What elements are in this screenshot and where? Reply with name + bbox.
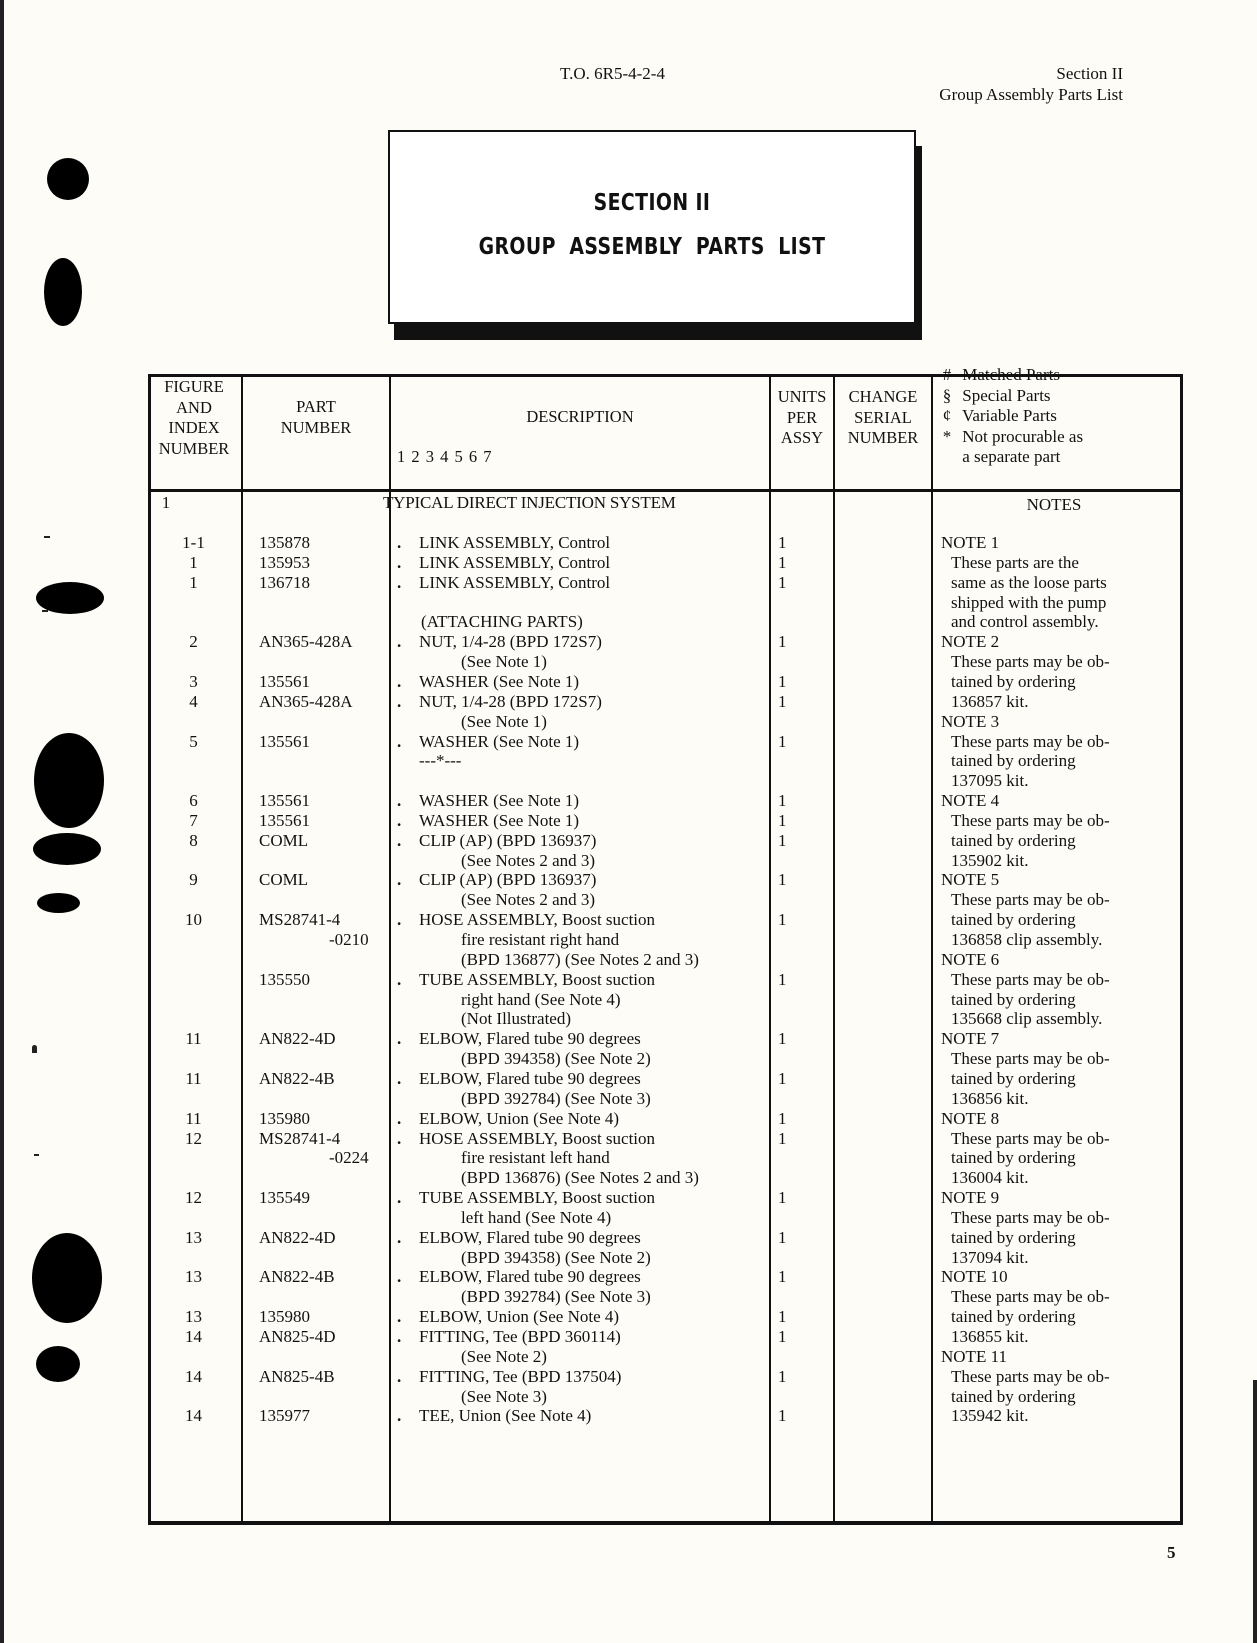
units-per-assy: 1 bbox=[778, 691, 787, 711]
note-title: NOTE 1 bbox=[941, 533, 1000, 552]
figure-index-number: 8 bbox=[189, 830, 198, 850]
note-text: 136858 clip assembly. bbox=[951, 930, 1103, 949]
note-text: 135942 kit. bbox=[951, 1406, 1029, 1426]
part-description bbox=[397, 910, 655, 931]
part-number: AN825-4B bbox=[259, 1366, 335, 1386]
binder-hole-2 bbox=[44, 258, 82, 326]
part-number: 135977 bbox=[259, 1406, 310, 1426]
column-divider bbox=[833, 377, 835, 1521]
col-header-units: UNITS PER ASSY bbox=[777, 387, 827, 447]
figure-index-number: 12 bbox=[185, 1188, 202, 1208]
part-description bbox=[397, 692, 602, 713]
indent-dot: . bbox=[397, 572, 402, 592]
part-description bbox=[397, 1267, 641, 1288]
note-text: tained by ordering bbox=[951, 1386, 1076, 1406]
figure-index-number: 9 bbox=[189, 870, 198, 890]
part-description bbox=[397, 831, 596, 852]
assembly-figure-number: 1 bbox=[161, 493, 171, 512]
part-number: AN365-428A bbox=[259, 691, 353, 711]
legend-item: a separate part bbox=[962, 447, 1061, 466]
part-number: MS28741-4 bbox=[259, 1128, 341, 1148]
description-continued: (BPD 394358) (See Note 2) bbox=[461, 1049, 651, 1069]
units-per-assy: 1 bbox=[778, 1406, 787, 1426]
units-per-assy: 1 bbox=[778, 552, 787, 572]
indent-dot: . bbox=[397, 533, 402, 552]
figure-index-number: 1-1 bbox=[182, 533, 205, 552]
indent-dot: . bbox=[397, 1227, 402, 1247]
description-continued: (See Notes 2 and 3) bbox=[461, 890, 596, 910]
description-text: HOSE ASSEMBLY, Boost suction bbox=[419, 910, 656, 930]
units-per-assy: 1 bbox=[778, 969, 787, 989]
part-description bbox=[397, 1228, 641, 1249]
figure-index-number: 14 bbox=[185, 1406, 202, 1426]
description-text: FITTING, Tee (BPD 137504) bbox=[419, 1366, 622, 1386]
units-per-assy: 1 bbox=[778, 910, 787, 930]
indent-dot: . bbox=[397, 1406, 402, 1426]
note-title: NOTE 3 bbox=[941, 711, 1000, 731]
note-title: NOTE 9 bbox=[941, 1188, 1000, 1208]
note-text: 136857 kit. bbox=[951, 691, 1029, 711]
note-text: tained by ordering bbox=[951, 1227, 1076, 1247]
figure-index-number: 2 bbox=[189, 632, 198, 652]
part-description bbox=[397, 732, 579, 753]
description-text: NUT, 1/4-28 (BPD 172S7) bbox=[419, 691, 602, 711]
note-text: and control assembly. bbox=[951, 612, 1099, 632]
indent-dot: . bbox=[397, 632, 402, 652]
description-continued: (Not Illustrated) bbox=[461, 1009, 571, 1029]
figure-index-number: 11 bbox=[185, 1068, 202, 1088]
units-per-assy: 1 bbox=[778, 572, 787, 592]
note-text: These parts may be ob- bbox=[951, 652, 1110, 672]
column-divider bbox=[769, 377, 771, 1521]
note-title: NOTE 7 bbox=[941, 1029, 1000, 1049]
description-text: LINK ASSEMBLY, Control bbox=[419, 533, 611, 552]
notes-heading: NOTES bbox=[1026, 495, 1082, 514]
legend-item: * Not procurable as bbox=[942, 426, 1084, 446]
part-description bbox=[397, 1188, 655, 1209]
figure-index-number: 3 bbox=[189, 671, 198, 691]
part-description bbox=[397, 1307, 619, 1328]
part-number: AN822-4B bbox=[259, 1267, 335, 1287]
part-description bbox=[397, 533, 610, 554]
column-divider bbox=[931, 377, 933, 1521]
note-text: 136855 kit. bbox=[951, 1327, 1029, 1346]
figure-index-number: 11 bbox=[185, 1029, 202, 1049]
part-number: 135878 bbox=[259, 533, 310, 552]
description-text: CLIP (AP) (BPD 136937) bbox=[419, 870, 597, 890]
description-continued: (See Note 1) bbox=[461, 711, 547, 731]
indent-level-scale: 1 2 3 4 5 6 7 bbox=[397, 447, 492, 466]
margin-mark bbox=[42, 610, 48, 612]
description-text: WASHER (See Note 1) bbox=[419, 791, 580, 811]
description-text: TUBE ASSEMBLY, Boost suction bbox=[419, 969, 656, 989]
units-per-assy: 1 bbox=[778, 533, 787, 552]
part-number: COML bbox=[259, 830, 309, 850]
description-text: LINK ASSEMBLY, Control bbox=[419, 572, 611, 592]
page-edge-left bbox=[0, 0, 4, 1643]
indent-dot: . bbox=[397, 870, 402, 890]
note-text: 135902 kit. bbox=[951, 850, 1029, 870]
doc-number: T.O. 6R5-4-2-4 bbox=[560, 64, 665, 83]
figure-index-number: 11 bbox=[185, 1108, 202, 1128]
margin-mark bbox=[32, 1045, 37, 1053]
note-text: tained by ordering bbox=[951, 1068, 1076, 1088]
part-number: AN825-4D bbox=[259, 1327, 336, 1346]
indent-dot: . bbox=[397, 1366, 402, 1386]
note-text: tained by ordering bbox=[951, 751, 1076, 771]
note-title: NOTE 2 bbox=[941, 632, 1000, 652]
col-header-part-number: PART NUMBER bbox=[280, 397, 352, 437]
note-title: NOTE 4 bbox=[941, 791, 1000, 811]
description-continued: (BPD 392784) (See Note 3) bbox=[461, 1287, 651, 1307]
note-title: NOTE 10 bbox=[941, 1267, 1008, 1287]
note-text: tained by ordering bbox=[951, 830, 1076, 850]
part-description bbox=[397, 1406, 591, 1427]
part-number: AN822-4D bbox=[259, 1029, 336, 1049]
part-description bbox=[397, 970, 655, 991]
description-text: LINK ASSEMBLY, Control bbox=[419, 552, 611, 572]
note-text: 136856 kit. bbox=[951, 1088, 1029, 1108]
section-title: Group Assembly Parts List bbox=[939, 85, 1123, 104]
note-text: tained by ordering bbox=[951, 1148, 1076, 1168]
figure-index-number: 13 bbox=[185, 1307, 202, 1327]
note-text: These parts may be ob- bbox=[951, 1128, 1110, 1148]
description-text: WASHER (See Note 1) bbox=[419, 671, 580, 691]
section-subheading: GROUP ASSEMBLY PARTS LIST bbox=[478, 234, 826, 260]
part-number: AN822-4D bbox=[259, 1227, 336, 1247]
note-text: tained by ordering bbox=[951, 671, 1076, 691]
running-header bbox=[939, 63, 1123, 105]
description-text: HOSE ASSEMBLY, Boost suction bbox=[419, 1128, 656, 1148]
units-per-assy: 1 bbox=[778, 671, 787, 691]
binder-hole-1 bbox=[47, 158, 89, 200]
units-per-assy: 1 bbox=[778, 870, 787, 890]
part-number: 135980 bbox=[259, 1108, 310, 1128]
description-continued: (BPD 136876) (See Notes 2 and 3) bbox=[461, 1168, 699, 1188]
indent-dot: . bbox=[397, 1128, 402, 1148]
part-number: 135561 bbox=[259, 791, 310, 811]
units-per-assy: 1 bbox=[778, 1227, 787, 1247]
units-per-assy: 1 bbox=[778, 1128, 787, 1148]
note-text: tained by ordering bbox=[951, 989, 1076, 1009]
indent-dot: . bbox=[397, 1068, 402, 1088]
margin-mark bbox=[44, 536, 50, 538]
indent-dot: . bbox=[397, 810, 402, 830]
note-text: These parts may be ob- bbox=[951, 890, 1110, 910]
legend-item: # Matched Parts bbox=[942, 365, 1060, 384]
binder-hole-5 bbox=[37, 893, 80, 913]
figure-index-number: 13 bbox=[185, 1267, 202, 1287]
col-header-figure: FIGURE AND INDEX NUMBER bbox=[158, 377, 230, 458]
margin-mark bbox=[34, 1154, 39, 1156]
indent-dot: . bbox=[397, 1327, 402, 1346]
description-continued: (See Note 1) bbox=[461, 652, 547, 672]
parts-list-table bbox=[148, 365, 1183, 1525]
units-per-assy: 1 bbox=[778, 1068, 787, 1088]
figure-index-number: 14 bbox=[185, 1327, 202, 1346]
units-per-assy: 1 bbox=[778, 1188, 787, 1208]
description-text: ELBOW, Union (See Note 4) bbox=[419, 1307, 620, 1327]
part-description bbox=[397, 672, 579, 693]
description-continued: right hand (See Note 4) bbox=[461, 989, 621, 1009]
note-title: NOTE 11 bbox=[941, 1346, 1007, 1366]
note-text: These parts may be ob- bbox=[951, 810, 1110, 830]
part-description bbox=[397, 1129, 655, 1150]
note-text: These parts may be ob- bbox=[951, 731, 1110, 751]
binder-hole-4 bbox=[33, 833, 101, 865]
note-text: same as the loose parts bbox=[951, 572, 1107, 592]
indent-dot: . bbox=[397, 671, 402, 691]
description-text: TEE, Union (See Note 4) bbox=[419, 1406, 592, 1426]
units-per-assy: 1 bbox=[778, 1029, 787, 1049]
note-text: These parts may be ob- bbox=[951, 1287, 1110, 1307]
assembly-title: TYPICAL DIRECT INJECTION SYSTEM bbox=[383, 493, 676, 512]
section-separator: ---*--- bbox=[419, 751, 462, 771]
page-edge-right bbox=[1253, 1380, 1257, 1643]
units-per-assy: 1 bbox=[778, 1307, 787, 1327]
indent-dot: . bbox=[397, 791, 402, 811]
indent-dot: . bbox=[397, 910, 402, 930]
indent-dot: . bbox=[397, 830, 402, 850]
page-number: 5 bbox=[1167, 1543, 1176, 1562]
part-description bbox=[397, 1069, 641, 1090]
figure-index-number: 1 bbox=[189, 552, 198, 572]
note-text: tained by ordering bbox=[951, 910, 1076, 930]
description-text: ELBOW, Union (See Note 4) bbox=[419, 1108, 620, 1128]
figure-index-number: 6 bbox=[189, 791, 198, 811]
indent-dot: . bbox=[397, 1108, 402, 1128]
legend-item: ¢ Variable Parts bbox=[942, 406, 1057, 425]
description-continued: (See Note 3) bbox=[461, 1386, 547, 1406]
description-text: WASHER (See Note 1) bbox=[419, 810, 580, 830]
units-per-assy: 1 bbox=[778, 1366, 787, 1386]
figure-index-number: 7 bbox=[189, 810, 198, 830]
note-text: 137095 kit. bbox=[951, 771, 1029, 791]
section-heading: SECTION II bbox=[593, 190, 711, 216]
description-text: NUT, 1/4-28 (BPD 172S7) bbox=[419, 632, 602, 652]
part-description bbox=[397, 1367, 621, 1388]
part-number: 135980 bbox=[259, 1307, 310, 1327]
part-description bbox=[397, 632, 602, 653]
note-text: shipped with the pump bbox=[951, 592, 1107, 612]
section-label: Section II bbox=[1056, 64, 1123, 83]
units-per-assy: 1 bbox=[778, 1108, 787, 1128]
part-description bbox=[397, 1327, 621, 1348]
note-text: These parts may be ob- bbox=[951, 1049, 1110, 1069]
part-description bbox=[397, 573, 610, 594]
units-per-assy: 1 bbox=[778, 731, 787, 751]
column-divider bbox=[241, 377, 243, 1521]
note-title: NOTE 6 bbox=[941, 949, 1000, 969]
description-text: TUBE ASSEMBLY, Boost suction bbox=[419, 1188, 656, 1208]
units-per-assy: 1 bbox=[778, 1267, 787, 1287]
note-text: 137094 kit. bbox=[951, 1247, 1029, 1267]
description-text: FITTING, Tee (BPD 360114) bbox=[419, 1327, 621, 1346]
part-description bbox=[397, 870, 596, 891]
part-number: MS28741-4 bbox=[259, 910, 341, 930]
part-number: AN365-428A bbox=[259, 632, 353, 652]
indent-dot: . bbox=[397, 1267, 402, 1287]
indent-dot: . bbox=[397, 1307, 402, 1327]
figure-index-number: 5 bbox=[189, 731, 198, 751]
section-title-box bbox=[388, 130, 916, 324]
header-divider bbox=[151, 489, 1180, 492]
part-description bbox=[397, 1029, 641, 1050]
part-number: 135953 bbox=[259, 552, 310, 572]
units-per-assy: 1 bbox=[778, 632, 787, 652]
part-number: COML bbox=[259, 870, 309, 890]
units-per-assy: 1 bbox=[778, 810, 787, 830]
description-continued: fire resistant left hand bbox=[461, 1148, 610, 1168]
description-text: ELBOW, Flared tube 90 degrees bbox=[419, 1227, 641, 1247]
description-continued: (BPD 394358) (See Note 2) bbox=[461, 1247, 651, 1267]
part-description bbox=[397, 553, 610, 574]
part-number-continued: -0224 bbox=[329, 1148, 369, 1168]
note-text: 136004 kit. bbox=[951, 1168, 1029, 1188]
part-description bbox=[397, 791, 579, 812]
indent-dot: . bbox=[397, 691, 402, 711]
part-number-continued: -0210 bbox=[329, 930, 369, 949]
attaching-parts-heading: (ATTACHING PARTS) bbox=[421, 612, 583, 632]
note-title: NOTE 8 bbox=[941, 1108, 1000, 1128]
column-divider bbox=[389, 377, 391, 1521]
figure-index-number: 12 bbox=[185, 1128, 202, 1148]
description-continued: (See Notes 2 and 3) bbox=[461, 850, 596, 870]
binder-hole-low1 bbox=[32, 1233, 102, 1323]
legend-item: § Special Parts bbox=[942, 385, 1051, 405]
indent-dot: . bbox=[397, 552, 402, 572]
description-text: CLIP (AP) (BPD 136937) bbox=[419, 830, 597, 850]
col-header-description: DESCRIPTION bbox=[526, 407, 634, 426]
note-text: These parts are the bbox=[951, 552, 1079, 572]
units-per-assy: 1 bbox=[778, 830, 787, 850]
indent-dot: . bbox=[397, 1029, 402, 1049]
symbol-legend bbox=[936, 365, 1083, 468]
units-per-assy: 1 bbox=[778, 1327, 787, 1346]
description-text: ELBOW, Flared tube 90 degrees bbox=[419, 1029, 641, 1049]
units-per-assy: 1 bbox=[778, 791, 787, 811]
figure-index-number: 1 bbox=[189, 572, 198, 592]
part-number: 136718 bbox=[259, 572, 310, 592]
part-number: AN822-4B bbox=[259, 1068, 335, 1088]
part-number: 135561 bbox=[259, 731, 310, 751]
col-header-change-serial: CHANGE SERIAL NUMBER bbox=[847, 387, 919, 447]
note-text: 135668 clip assembly. bbox=[951, 1009, 1103, 1029]
note-title: NOTE 5 bbox=[941, 870, 1000, 890]
part-description bbox=[397, 1109, 619, 1130]
description-text: WASHER (See Note 1) bbox=[419, 731, 580, 751]
description-continued: fire resistant right hand bbox=[461, 930, 620, 949]
part-number: 135550 bbox=[259, 969, 310, 989]
part-description bbox=[397, 811, 579, 832]
note-text: tained by ordering bbox=[951, 1307, 1076, 1327]
part-number: 135561 bbox=[259, 671, 310, 691]
note-text: These parts may be ob- bbox=[951, 1207, 1110, 1227]
figure-index-number: 10 bbox=[185, 910, 202, 930]
note-text: These parts may be ob- bbox=[951, 969, 1110, 989]
figure-index-number: 4 bbox=[189, 691, 198, 711]
part-number: 135561 bbox=[259, 810, 310, 830]
binder-hole-low2 bbox=[36, 1346, 80, 1382]
description-continued: (BPD 136877) (See Notes 2 and 3) bbox=[461, 949, 699, 969]
description-continued: left hand (See Note 4) bbox=[461, 1207, 612, 1227]
description-text: ELBOW, Flared tube 90 degrees bbox=[419, 1068, 641, 1088]
indent-dot: . bbox=[397, 969, 402, 989]
binder-hole-mid bbox=[34, 733, 104, 828]
indent-dot: . bbox=[397, 731, 402, 751]
figure-index-number: 14 bbox=[185, 1366, 202, 1386]
description-text: ELBOW, Flared tube 90 degrees bbox=[419, 1267, 641, 1287]
description-continued: (BPD 392784) (See Note 3) bbox=[461, 1088, 651, 1108]
part-number: 135549 bbox=[259, 1188, 310, 1208]
description-continued: (See Note 2) bbox=[461, 1346, 547, 1366]
indent-dot: . bbox=[397, 1188, 402, 1208]
note-text: These parts may be ob- bbox=[951, 1366, 1110, 1386]
figure-index-number: 13 bbox=[185, 1227, 202, 1247]
